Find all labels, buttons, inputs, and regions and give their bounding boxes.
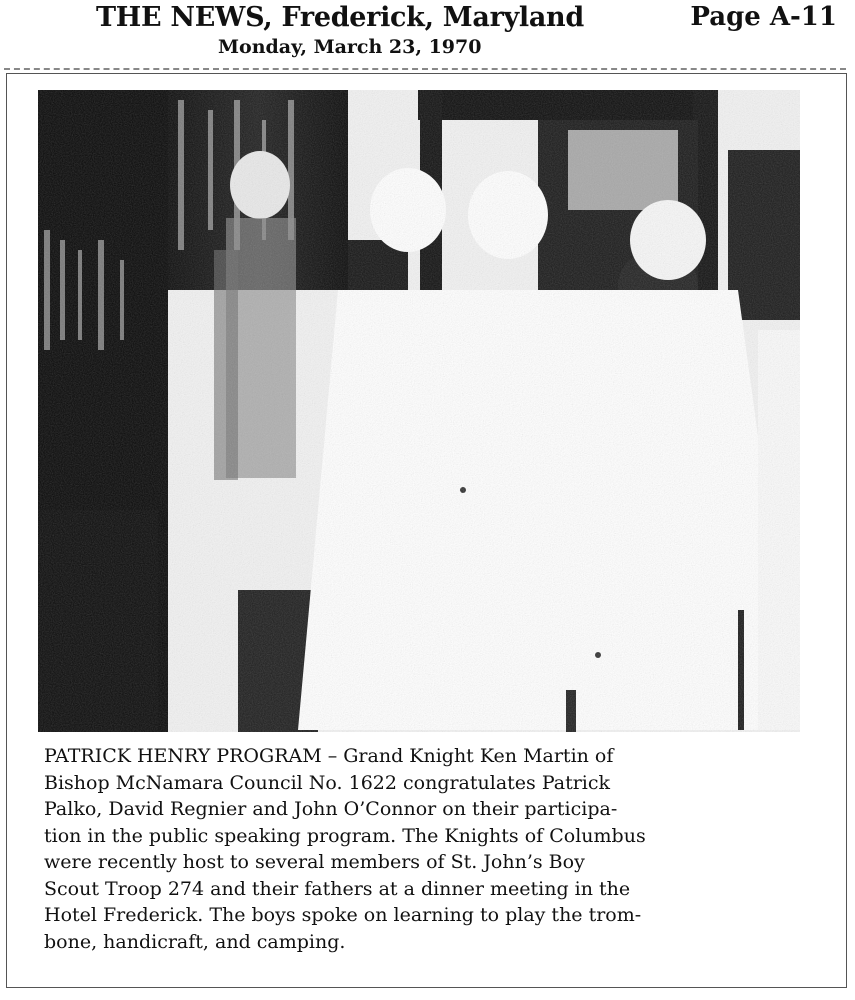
caption-line: Scout Troop 274 and their fathers at a dinner meeting in the <box>44 877 631 900</box>
caption-line: Hotel Frederick. The boys spoke on learning to play the trom- <box>44 904 642 926</box>
issue-date: Monday, March 23, 1970 <box>218 36 482 58</box>
caption-line: tion in the public speaking program. The Knights of Columbus <box>44 824 646 847</box>
caption-line: were recently host to several members of St. John’s Boy <box>44 851 585 873</box>
photo-caption <box>44 743 806 955</box>
newspaper-title: THE NEWS, Frederick, Maryland <box>96 2 584 33</box>
masthead-rule <box>4 68 846 70</box>
caption-line: Palko, David Regnier and John O’Connor on their participa- <box>44 798 618 820</box>
caption-line: Bishop McNamara Council No. 1622 congratulates Patrick <box>44 771 611 794</box>
masthead <box>0 0 855 70</box>
page-number: Page A-11 <box>690 2 837 32</box>
news-photograph <box>38 90 800 732</box>
caption-line: PATRICK HENRY PROGRAM – Grand Knight Ken Martin of <box>44 745 614 767</box>
caption-line: bone, handicraft, and camping. <box>44 930 346 953</box>
